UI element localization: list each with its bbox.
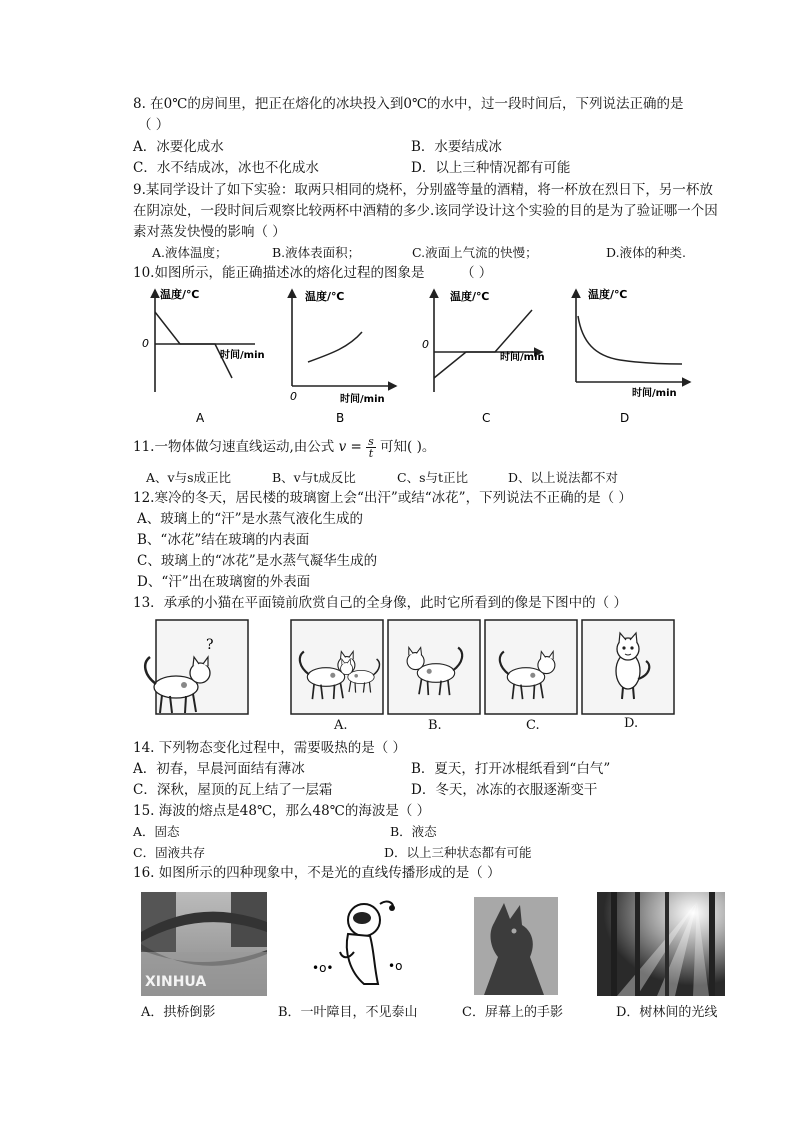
q8-option-b: B．水要结成冰 [411, 139, 502, 155]
q11-formula-num: s [368, 435, 374, 448]
q16-option-b: B．一叶障目，不见泰山 [278, 1005, 418, 1020]
q13-option-a-image [291, 620, 383, 714]
graph-c-ylabel: 温度/℃ [450, 290, 490, 303]
graph-a-xlabel: 时间/min [220, 350, 265, 361]
graph-b [290, 289, 396, 405]
graph-d-xlabel: 时间/min [632, 388, 677, 399]
q16-image-forest-light [597, 892, 725, 996]
q15-stem: 15. 海波的熔点是48℃，那么48℃的海波是（ ） [133, 803, 431, 819]
q10-graphs [130, 282, 696, 430]
graph-c [422, 289, 545, 392]
graph-a [142, 287, 265, 392]
q11-option-a: A、v与s成正比 [146, 470, 232, 485]
q9-option-c: C.液面上气流的快慢； [412, 245, 538, 260]
q11-option-d: D、以上说法都不对 [508, 470, 619, 485]
q15-option-c: C．固液共存 [133, 845, 206, 860]
q13-option-b-image [388, 620, 480, 714]
q9-line1: 9.某同学设计了如下实验：取两只相同的烧杯，分别盛等量的酒精，将一杯放在烈日下，另一杯放 [133, 182, 713, 198]
q16-stem: 16. 如图所示的四种现象中，不是光的直线传播形成的是（ ） [133, 865, 501, 881]
q16-option-c: C．屏幕上的手影 [462, 1005, 563, 1020]
q13-label-d: D. [624, 716, 639, 731]
q15-option-d: D．以上三种状态都有可能 [384, 845, 532, 860]
q11-formula-den: t [368, 447, 374, 460]
q13-label-b: B. [428, 718, 442, 733]
svg-text:•o•: •o• [312, 961, 334, 975]
q13-option-c-image [485, 620, 577, 714]
graph-d [576, 287, 690, 399]
q14-option-c: C．深秋，屋顶的瓦上结了一层霜 [133, 782, 333, 798]
q11-formula-lhs: v = [338, 439, 362, 455]
q14-option-b: B．夏天，打开冰棍纸看到“白气” [411, 761, 611, 777]
q12-option-a: A、玻璃上的“汗”是水蒸气液化生成的 [137, 511, 364, 527]
q12-option-b: B、“冰花”结在玻璃的内表面 [137, 532, 310, 548]
q9-option-a: A.液体温度； [152, 245, 228, 260]
q8-option-c: C．水不结成冰，冰也不化成水 [133, 160, 319, 176]
q12-option-c: C、玻璃上的“冰花”是水蒸气凝华生成的 [137, 553, 378, 569]
q13-question-mark: ? [206, 637, 214, 653]
svg-text:•o: •o [388, 959, 403, 973]
q11-option-b: B、v与t成反比 [272, 470, 356, 485]
graph-b-label: B [336, 411, 345, 425]
q8-option-d: D．以上三种情况都有可能 [411, 160, 571, 176]
q11-stem [133, 436, 435, 459]
graph-d-ylabel: 温度/℃ [588, 288, 628, 301]
q16-image-leaf-cartoon [304, 892, 414, 996]
q9-option-d: D.液体的种类. [606, 245, 687, 260]
q13-label-a: A. [334, 718, 348, 733]
q15-option-b: B．液态 [390, 824, 437, 839]
q12-option-d: D、“汗”出在玻璃窗的外表面 [137, 574, 311, 590]
q13-original-scene [145, 620, 248, 714]
graph-a-label: A [196, 411, 205, 425]
q13-option-d-image [582, 620, 674, 714]
graph-b-xlabel: 时间/min [340, 394, 385, 405]
q11-option-c: C、s与t正比 [397, 470, 469, 485]
graph-b-origin: 0 [290, 390, 297, 403]
q13-label-c: C. [526, 718, 540, 733]
q16-watermark: XINHUA [145, 974, 207, 990]
graph-d-label: D [620, 411, 630, 425]
q14-stem: 14. 下列物态变化过程中，需要吸热的是（ ） [133, 740, 407, 756]
q11-stem-post: 可知( )。 [380, 439, 436, 455]
q11-formula-fraction [366, 436, 376, 459]
graph-c-origin: 0 [422, 338, 429, 351]
q16-option-d: D．树林间的光线 [616, 1005, 718, 1020]
q13-stem: 13．承承的小猫在平面镜前欣赏自己的全身像，此时它所看到的像是下图中的（ ） [133, 595, 627, 611]
q14-option-d: D．冬天，冰冻的衣服逐渐变干 [411, 782, 598, 798]
q9-option-b: B.液体表面积； [272, 245, 361, 260]
q15-option-a: A．固态 [133, 824, 180, 839]
q14-option-a: A．初春，早晨河面结有薄冰 [133, 761, 305, 777]
q9-line2: 在阴凉处，一段时间后观察比较两杯中酒精的多少.该同学设计这个实验的目的是为了验证哪一个因 [133, 203, 718, 219]
q16-image-hand-shadow [474, 897, 558, 995]
graph-b-ylabel: 温度/℃ [305, 290, 345, 303]
q16-image-bridge [141, 892, 267, 996]
q10-answer-paren: （ ） [461, 265, 493, 281]
q10-stem: 10.如图所示，能正确描述冰的熔化过程的图象是 [133, 265, 425, 281]
q13-cat-figures [136, 615, 696, 740]
q8-option-a: A．冰要化成水 [133, 139, 224, 155]
q16-option-a: A．拱桥倒影 [141, 1005, 216, 1020]
q8-stem: 8. 在0℃的房间里，把正在熔化的冰块投入到0℃的水中，过一段时间后，下列说法正确的是 [133, 96, 684, 112]
graph-a-origin: 0 [142, 337, 149, 350]
graph-c-xlabel: 时间/min [500, 352, 545, 363]
q12-stem: 12.寒冷的冬天，居民楼的玻璃窗上会“出汗”或结“冰花”，下列说法不正确的是（ ） [133, 490, 632, 506]
q8-answer-paren: （ ） [138, 117, 170, 133]
q11-stem-pre: 11.一物体做匀速直线运动,由公式 [133, 439, 335, 455]
graph-a-ylabel: 温度/℃ [160, 288, 200, 301]
graph-c-label: C [482, 411, 491, 425]
q9-line3: 素对蒸发快慢的影响（ ） [133, 224, 286, 240]
